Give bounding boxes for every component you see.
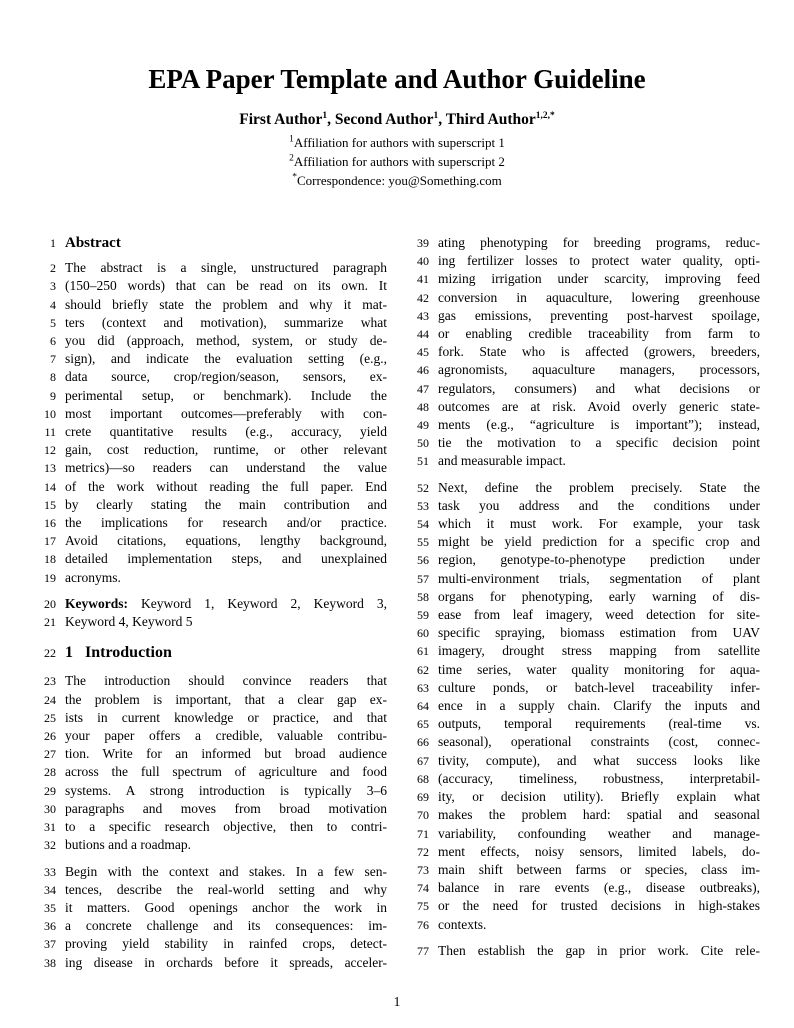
paragraph-block [34,672,387,854]
text-line [407,624,760,642]
text-line [407,252,760,270]
line-text: butions and a roadmap. [65,837,191,853]
text-line [407,551,760,569]
line-text: outcomes are at risk. Avoid overly generic state- [438,398,760,414]
line-text: Avoid citations, equations, lengthy background, [65,533,387,549]
paragraph-block [34,595,387,631]
text-line [34,459,387,477]
line-number: 44 [417,327,429,342]
line-number: 73 [417,862,429,877]
text-line [407,806,760,824]
line-text: agronomists, aquaculture managers, processors, [438,362,760,378]
text-line [34,644,387,662]
line-text: Next, define the problem precisely. State the [438,479,760,495]
text-line [407,679,760,697]
line-number: 61 [417,644,429,659]
line-text: region, genotype-to-phenotype prediction under [438,552,760,568]
text-line [407,307,760,325]
line-number: 27 [44,747,56,762]
line-text: gain, cost reduction, runtime, or other relevant [65,442,387,458]
line-text: balance in rare events (e.g., disease outbreaks), [438,880,760,896]
line-number: 41 [417,272,429,287]
line-text: might be yield prediction for a specific crop and [438,534,760,550]
line-number: 62 [417,662,429,677]
heading-block [34,234,387,252]
line-number: 52 [417,480,429,495]
text-line [34,782,387,800]
text-line [34,917,387,935]
text-line [407,497,760,515]
author-superscript: 1 [433,110,439,121]
line-text: should briefly state the problem and why it mat- [65,296,387,312]
text-line [407,697,760,715]
affiliation-superscript: 1 [289,134,294,145]
text-line [34,745,387,763]
line-text: you did (approach, method, system, or study de- [65,333,387,349]
line-number: 66 [417,735,429,750]
text-line [34,387,387,405]
author-superscript: 1 [322,110,328,121]
text-line [34,954,387,972]
text-line [34,496,387,514]
line-text: 1 Introduction [65,644,172,662]
line-text: Keyword 4, Keyword 5 [65,614,193,630]
line-number: 71 [417,826,429,841]
text-line [407,380,760,398]
line-text: a concrete challenge and its consequences: im- [65,918,387,934]
text-line [407,343,760,361]
line-number: 67 [417,753,429,768]
line-number: 75 [417,899,429,914]
text-line [407,733,760,751]
paper-title: EPA Paper Template and Author Guideline [148,64,646,94]
line-text: conversion in aquaculture, lowering greenhouse [438,289,760,305]
line-number: 53 [417,498,429,513]
text-line [407,570,760,588]
line-text: across the full spectrum of agriculture and food [65,764,387,780]
text-line [34,332,387,350]
line-number: 60 [417,626,429,641]
page-number: 1 [393,994,401,1009]
affiliation-superscript: * [292,172,297,183]
affiliations-block [34,133,760,190]
line-number: 43 [417,308,429,323]
line-text: fork. State who is affected (growers, breeders, [438,344,760,360]
text-line [34,899,387,917]
line-text: tivity, compute), and what success looks like [438,752,760,768]
line-number: 39 [417,236,429,250]
line-number: 11 [44,425,56,440]
text-line [407,289,760,307]
line-number: 23 [44,674,56,689]
line-text: or enabling credible traceability from farm to [438,326,760,342]
line-number: 65 [417,717,429,732]
line-number: 8 [50,370,56,385]
line-text: sign), and indicate the evaluation setting (e.g., [65,351,387,367]
text-line [34,478,387,496]
line-text: tion. Write for an informed but broad audience [65,746,387,762]
keywords-label: Keywords: [65,595,128,611]
line-text: your paper offers a credible, valuable contribu- [65,728,387,744]
line-text: ease from leaf imagery, weed detection for site- [438,607,760,623]
line-number: 37 [44,937,56,952]
line-number: 76 [417,917,429,932]
text-line [407,325,760,343]
text-line [34,836,387,854]
text-line [34,863,387,881]
line-text: tences, describe the real-world setting and why [65,881,387,897]
text-line [407,916,760,934]
line-text: variability, confounding weather and manage- [438,825,760,841]
text-line [34,763,387,781]
text-line [34,234,387,252]
line-text: main shift between farms or species, class im- [438,861,760,877]
line-number: 28 [44,765,56,780]
text-line [34,727,387,745]
line-text: paragraphs and moves from broad motivation [65,800,387,816]
line-text: ence in a supply chain. Clarify the inputs and [438,698,760,714]
line-number: 58 [417,589,429,604]
line-text: multi-environment trials, segmentation of plant [438,570,760,586]
line-text: ment effects, noisy sensors, limited labels, do- [438,843,760,859]
text-line [34,514,387,532]
text-line [407,861,760,879]
paragraph-block [34,863,387,972]
text-line [407,515,760,533]
line-number: 33 [44,864,56,879]
line-text: regulators, consumers) and what decisions or [438,380,760,396]
line-text: mizing irrigation under scarcity, improving feed [438,271,760,287]
line-number: 31 [44,820,56,835]
line-text: task you address and the conditions under [438,497,760,513]
correspondence-line: *Correspondence: you@Something.com [292,172,502,188]
line-number: 2 [50,261,56,276]
line-text: gas emissions, preventing post-harvest spoilage, [438,307,760,323]
line-number: 10 [44,406,56,421]
right-column [407,234,760,980]
line-number: 30 [44,801,56,816]
text-line [407,361,760,379]
line-number: 68 [417,771,429,786]
text-line [407,770,760,788]
line-number: 18 [44,552,56,567]
line-text: proving yield stability in rainfed crops, detect- [65,936,387,952]
line-text: to a specific research objective, then to contri- [65,819,387,835]
line-text: Begin with the context and stakes. In a few sen- [65,863,387,879]
line-number: 70 [417,808,429,823]
paragraph-block [407,479,760,934]
line-text: metrics)—so readers can understand the value [65,460,387,476]
line-text: time series, water quality monitoring for aqua- [438,661,760,677]
text-line [407,715,760,733]
line-number: 14 [44,479,56,494]
line-number: 49 [417,418,429,433]
line-text: detailed implementation steps, and unexplained [65,551,387,567]
line-number: 24 [44,692,56,707]
line-text: systems. A strong introduction is typically 3–6 [65,782,387,798]
line-text: organs for phenotyping, early warning of dis- [438,588,760,604]
line-text: ists in current knowledge or practice, and that [65,709,387,725]
line-number: 34 [44,882,56,897]
line-number: 46 [417,363,429,378]
line-text: Keywords: Keyword 1, Keyword 2, Keyword 3, [65,595,387,611]
text-line [407,788,760,806]
text-line [34,550,387,568]
line-number: 54 [417,517,429,532]
text-line [34,691,387,709]
line-text: it matters. Good openings anchor the work in [65,899,387,915]
line-number: 42 [417,290,429,305]
authors-line: First Author$^1$, Second Author$^1$, Third Author$^{1,2,*}$ [239,110,555,128]
line-text: ity, or decision utility). Briefly explain what [438,789,760,805]
paragraph-block [34,259,387,587]
text-line [34,441,387,459]
line-text: ing disease in orchards before it spreads, acceler- [65,954,387,970]
line-number: 72 [417,844,429,859]
line-text: seasonal), operational constraints (cost, connec- [438,734,760,750]
line-text: crete quantitative results (e.g., accuracy, yield [65,424,387,440]
text-line [34,709,387,727]
line-number: 17 [44,534,56,549]
line-text: specific spraying, biomass estimation from UAV [438,625,760,641]
line-number: 25 [44,710,56,725]
line-text: The introduction should convince readers that [65,673,387,689]
affiliation-superscript: 2 [289,153,294,164]
text-line [407,825,760,843]
text-line [34,800,387,818]
line-number: 63 [417,680,429,695]
line-number: 21 [44,615,56,630]
line-number: 47 [417,381,429,396]
text-line [407,416,760,434]
line-number: 77 [417,943,429,958]
line-number: 56 [417,553,429,568]
line-number: 4 [50,297,56,312]
line-number: 45 [417,345,429,360]
line-number: 29 [44,783,56,798]
line-number: 19 [44,570,56,585]
line-text: ing fertilizer losses to protect water quality, opti- [438,253,760,269]
line-text: makes the problem hard: spatial and seasonal [438,807,760,823]
line-number: 6 [50,334,56,349]
line-text: acronyms. [65,569,121,585]
line-number: 32 [44,838,56,853]
line-number: 74 [417,881,429,896]
text-line [34,350,387,368]
text-line [34,405,387,423]
text-line [407,843,760,861]
text-line [34,259,387,277]
line-number: 69 [417,790,429,805]
line-text: ments (e.g., “agriculture is important”); instead, [438,417,760,433]
text-line [407,661,760,679]
line-text: (150–250 words) that can be read on its own. It [65,278,387,294]
text-line [407,234,760,252]
line-number: 36 [44,919,56,934]
text-line [34,314,387,332]
line-number: 1 [50,236,56,250]
text-line [34,423,387,441]
line-text: (accuracy, timeliness, robustness, interpretabil- [438,770,760,786]
line-number: 16 [44,516,56,531]
text-line [407,606,760,624]
text-line [407,452,760,470]
text-line [407,897,760,915]
line-text: outputs, temporal requirements (real-time vs. [438,716,760,732]
author-superscript: 1,2,* [535,110,555,121]
line-text: contexts. [438,916,487,932]
line-text: ters (context and motivation), summarize what [65,314,387,330]
line-number: 26 [44,729,56,744]
line-number: 64 [417,699,429,714]
line-text: tie the motivation to a specific decision point [438,435,760,451]
line-number: 3 [50,279,56,294]
text-line [34,277,387,295]
affiliation-line: $^1$Affiliation for authors with superscript 1 [289,134,505,150]
text-line [407,752,760,770]
line-text: the implications for research and/or practice. [65,515,387,531]
left-column [34,234,387,980]
text-line [407,270,760,288]
text-line [407,879,760,897]
text-line [407,588,760,606]
line-text: which it must work. For example, your task [438,516,760,532]
line-text: imagery, drought stress mapping from satellite [438,643,760,659]
text-line [34,672,387,690]
text-line [407,479,760,497]
text-line [34,818,387,836]
line-number: 38 [44,955,56,970]
line-text: data source, crop/region/season, sensors, ex- [65,369,387,385]
line-number: 20 [44,596,56,611]
paragraph-block [407,942,760,960]
line-number: 55 [417,535,429,550]
line-text: Abstract [65,235,121,251]
text-line [407,533,760,551]
line-number: 48 [417,399,429,414]
affiliation-line: $^2$Affiliation for authors with superscript 2 [289,153,505,169]
line-text: ating phenotyping for breeding programs, reduc- [438,235,760,250]
text-line [34,595,387,613]
text-line [34,532,387,550]
text-line [407,434,760,452]
line-text: most important outcomes—preferably with con- [65,405,387,421]
line-number: 35 [44,900,56,915]
text-line [34,368,387,386]
line-number: 22 [44,646,56,661]
line-text: of the work without reading the full paper. End [65,478,387,494]
line-text: perimental setup, or benchmark). Include the [65,387,387,403]
line-number: 5 [50,315,56,330]
line-number: 51 [417,454,429,469]
two-column-body [34,234,760,980]
line-number: 40 [417,254,429,269]
text-line [407,942,760,960]
section-block [34,644,387,662]
line-text: or the need for trusted decisions in high-stakes [438,898,760,914]
line-text: by clearly stating the main contribution and [65,496,387,512]
line-text: and measurable impact. [438,453,566,469]
line-number: 9 [50,388,56,403]
line-number: 57 [417,571,429,586]
text-line [407,642,760,660]
text-line [34,935,387,953]
line-text: culture ponds, or batch-level traceability infer- [438,679,760,695]
line-number: 7 [50,352,56,367]
line-number: 50 [417,436,429,451]
line-number: 59 [417,608,429,623]
text-line [407,398,760,416]
line-number: 13 [44,461,56,476]
line-text: the problem is important, that a clear gap ex- [65,691,387,707]
line-text: Then establish the gap in prior work. Cite rele- [438,942,760,958]
text-line [34,296,387,314]
line-number: 12 [44,443,56,458]
paragraph-block [407,234,760,471]
text-line [34,881,387,899]
line-number: 15 [44,497,56,512]
text-line [34,569,387,587]
text-line [34,613,387,631]
line-text: The abstract is a single, unstructured paragraph [65,260,387,276]
